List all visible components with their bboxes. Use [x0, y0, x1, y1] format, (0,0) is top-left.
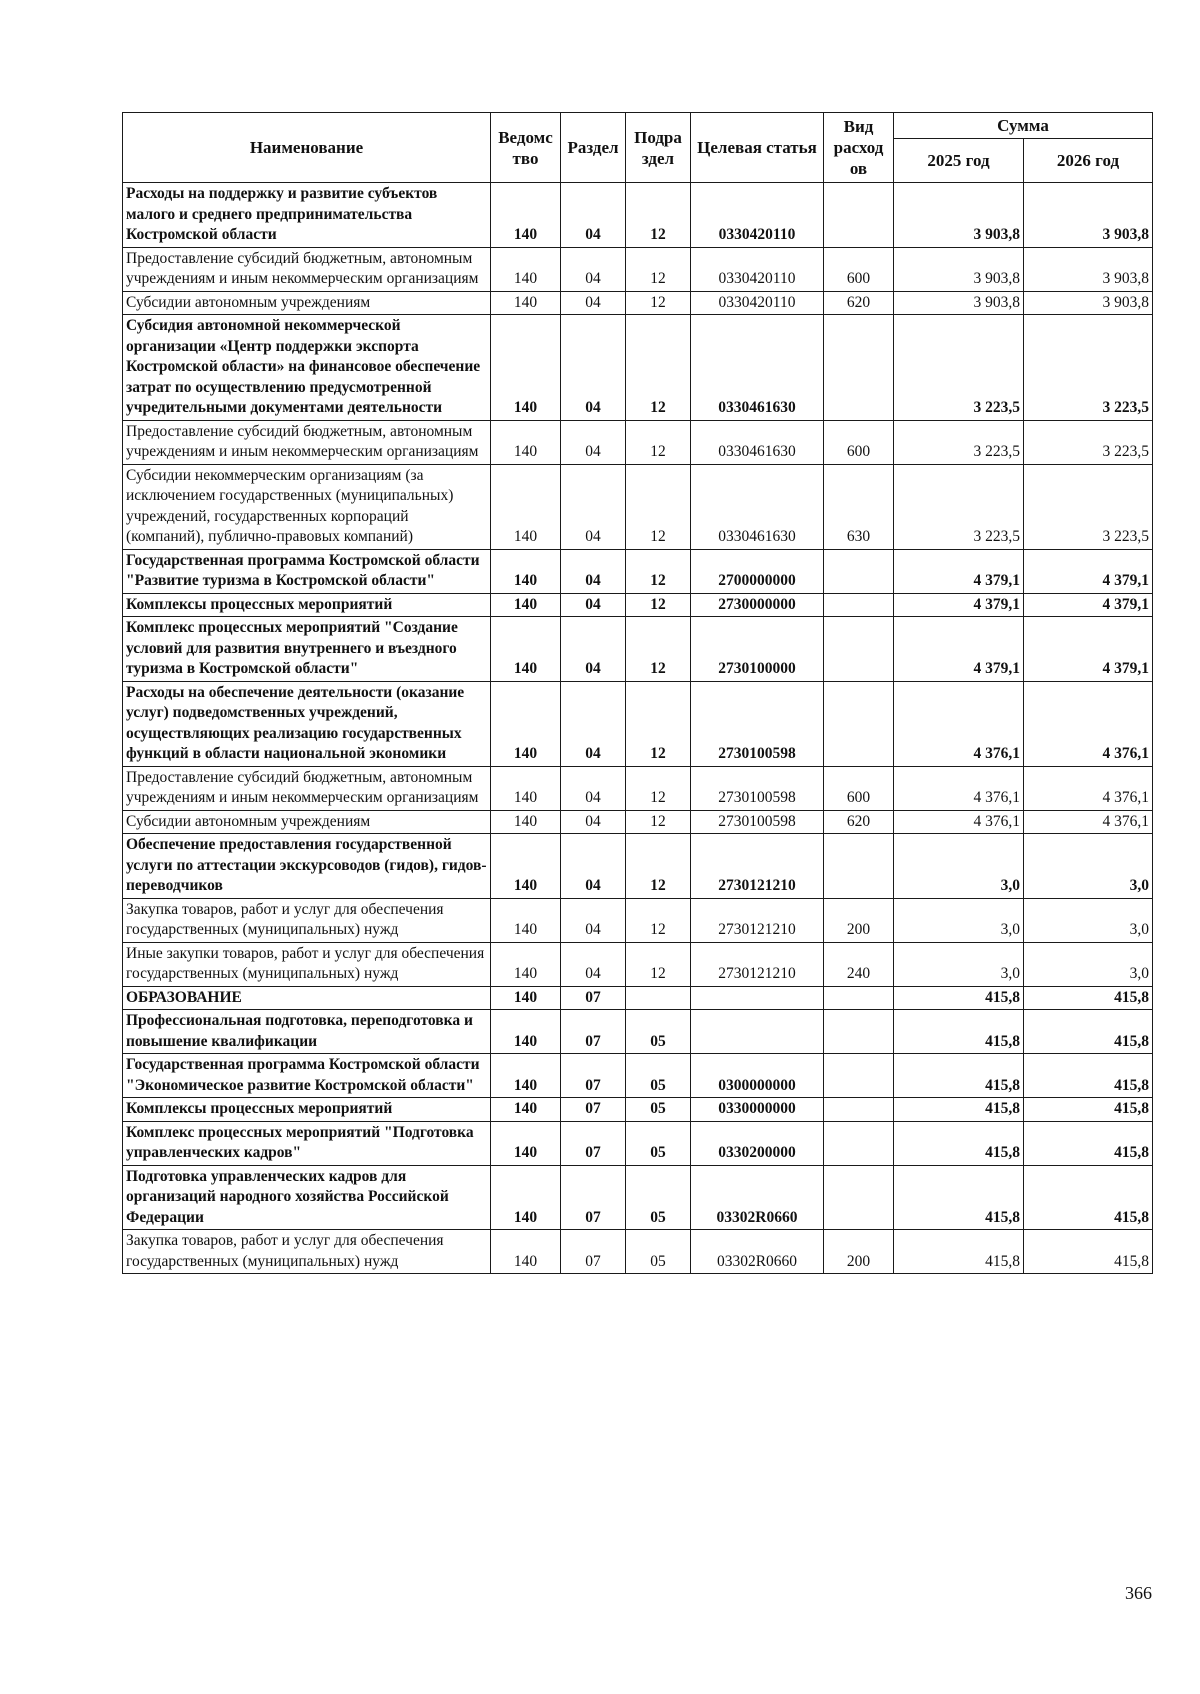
- table-row: [123, 986, 1153, 1010]
- cell-tselevaya-statya: 2730100598: [691, 766, 824, 810]
- cell-razdel: 04: [561, 942, 626, 986]
- cell-vid-raskhodov: 630: [824, 464, 894, 549]
- cell-podrazdel: 12: [626, 291, 691, 315]
- cell-razdel: 04: [561, 681, 626, 766]
- cell-name: Субсидия автономной некоммерческой организации «Центр поддержки экспорта Костромской области» на финансовое обеспечение затрат по осуществлению предусмотренной учредительными документами деятельности: [123, 315, 491, 421]
- cell-podrazdel: 12: [626, 898, 691, 942]
- table-row: [123, 315, 1153, 421]
- cell-tselevaya-statya: 2730121210: [691, 942, 824, 986]
- cell-sum-2025: 3 903,8: [894, 247, 1024, 291]
- cell-razdel: 04: [561, 183, 626, 248]
- cell-tselevaya-statya: 0330000000: [691, 1098, 824, 1122]
- cell-podrazdel: 12: [626, 766, 691, 810]
- cell-tselevaya-statya: 2700000000: [691, 549, 824, 593]
- cell-podrazdel: 12: [626, 681, 691, 766]
- cell-tselevaya-statya: 0300000000: [691, 1054, 824, 1098]
- cell-vedomstvo: 140: [491, 1010, 561, 1054]
- cell-vid-raskhodov: [824, 834, 894, 899]
- cell-podrazdel: 05: [626, 1054, 691, 1098]
- cell-vedomstvo: 140: [491, 1098, 561, 1122]
- cell-sum-2026: 4 376,1: [1024, 681, 1153, 766]
- header-year-2025: 2025 год: [894, 139, 1024, 183]
- cell-tselevaya-statya: 2730100598: [691, 810, 824, 834]
- header-summa: Сумма: [894, 113, 1153, 139]
- cell-name: Субсидии некоммерческим организациям (за исключением государственных (муниципальных) учреждений, государственных корпораций (компаний), публично-правовых компаний): [123, 464, 491, 549]
- cell-vedomstvo: 140: [491, 183, 561, 248]
- cell-tselevaya-statya: 2730000000: [691, 593, 824, 617]
- cell-razdel: 04: [561, 617, 626, 682]
- page-number: 366: [1125, 1583, 1152, 1603]
- cell-sum-2025: 415,8: [894, 1098, 1024, 1122]
- cell-name: ОБРАЗОВАНИЕ: [123, 986, 491, 1010]
- header-vedomstvo: Ведомс тво: [491, 113, 561, 183]
- cell-vedomstvo: 140: [491, 681, 561, 766]
- table-row: [123, 942, 1153, 986]
- cell-sum-2026: 415,8: [1024, 986, 1153, 1010]
- header-podrazdel: Подра здел: [626, 113, 691, 183]
- cell-tselevaya-statya: 0330461630: [691, 464, 824, 549]
- cell-name: Расходы на поддержку и развитие субъектов малого и среднего предпринимательства Костромской области: [123, 183, 491, 248]
- cell-vedomstvo: 140: [491, 766, 561, 810]
- cell-sum-2025: 3 903,8: [894, 183, 1024, 248]
- cell-sum-2025: 4 379,1: [894, 593, 1024, 617]
- cell-razdel: 07: [561, 1010, 626, 1054]
- cell-name: Предоставление субсидий бюджетным, автономным учреждениям и иным некоммерческим организациям: [123, 766, 491, 810]
- cell-sum-2026: 4 379,1: [1024, 549, 1153, 593]
- header-tselevaya-statya: Целевая статья: [691, 113, 824, 183]
- cell-podrazdel: 05: [626, 1165, 691, 1230]
- cell-vedomstvo: 140: [491, 1054, 561, 1098]
- cell-razdel: 04: [561, 464, 626, 549]
- cell-sum-2025: 4 376,1: [894, 766, 1024, 810]
- cell-sum-2026: 415,8: [1024, 1098, 1153, 1122]
- cell-tselevaya-statya: 0330420110: [691, 247, 824, 291]
- cell-name: Расходы на обеспечение деятельности (оказание услуг) подведомственных учреждений, осуществляющих реализацию государственных функций в области национальной экономики: [123, 681, 491, 766]
- cell-vid-raskhodov: [824, 593, 894, 617]
- cell-name: Комплекс процессных мероприятий "Создание условий для развития внутреннего и въездного туризма в Костромской области": [123, 617, 491, 682]
- cell-podrazdel: 05: [626, 1098, 691, 1122]
- document-page: [122, 112, 1152, 1274]
- header-vid-raskhodov: Вид расход ов: [824, 113, 894, 183]
- cell-vedomstvo: 140: [491, 315, 561, 421]
- cell-vid-raskhodov: 620: [824, 291, 894, 315]
- cell-name: Закупка товаров, работ и услуг для обеспечения государственных (муниципальных) нужд: [123, 898, 491, 942]
- cell-name: Субсидии автономным учреждениям: [123, 291, 491, 315]
- cell-name: Иные закупки товаров, работ и услуг для обеспечения государственных (муниципальных) нужд: [123, 942, 491, 986]
- cell-podrazdel: 12: [626, 942, 691, 986]
- cell-podrazdel: 12: [626, 593, 691, 617]
- cell-vedomstvo: 140: [491, 247, 561, 291]
- cell-tselevaya-statya: 0330420110: [691, 183, 824, 248]
- cell-sum-2025: 415,8: [894, 1010, 1024, 1054]
- table-row: [123, 291, 1153, 315]
- table-row: [123, 1230, 1153, 1274]
- cell-sum-2026: 3,0: [1024, 834, 1153, 899]
- cell-razdel: 04: [561, 898, 626, 942]
- cell-razdel: 04: [561, 315, 626, 421]
- cell-vid-raskhodov: [824, 986, 894, 1010]
- cell-sum-2025: 415,8: [894, 986, 1024, 1010]
- cell-vedomstvo: 140: [491, 1230, 561, 1274]
- cell-razdel: 04: [561, 247, 626, 291]
- cell-name: Комплекс процессных мероприятий "Подготовка управленческих кадров": [123, 1121, 491, 1165]
- cell-sum-2026: 415,8: [1024, 1010, 1153, 1054]
- cell-razdel: 07: [561, 1098, 626, 1122]
- cell-razdel: 04: [561, 549, 626, 593]
- cell-podrazdel: 12: [626, 315, 691, 421]
- table-row: [123, 593, 1153, 617]
- table-row: [123, 464, 1153, 549]
- cell-razdel: 04: [561, 593, 626, 617]
- cell-podrazdel: 12: [626, 420, 691, 464]
- cell-tselevaya-statya: 2730100000: [691, 617, 824, 682]
- cell-sum-2026: 4 379,1: [1024, 593, 1153, 617]
- cell-podrazdel: 05: [626, 1121, 691, 1165]
- cell-podrazdel: 05: [626, 1230, 691, 1274]
- table-row: [123, 898, 1153, 942]
- table-row: [123, 1165, 1153, 1230]
- table-row: [123, 549, 1153, 593]
- cell-tselevaya-statya: 0330461630: [691, 420, 824, 464]
- cell-sum-2025: 415,8: [894, 1230, 1024, 1274]
- cell-vedomstvo: 140: [491, 420, 561, 464]
- cell-sum-2026: 4 379,1: [1024, 617, 1153, 682]
- cell-razdel: 04: [561, 291, 626, 315]
- cell-name: Государственная программа Костромской области "Экономическое развитие Костромской области": [123, 1054, 491, 1098]
- cell-vid-raskhodov: [824, 681, 894, 766]
- cell-vedomstvo: 140: [491, 898, 561, 942]
- table-row: [123, 1098, 1153, 1122]
- cell-sum-2026: 415,8: [1024, 1054, 1153, 1098]
- cell-tselevaya-statya: [691, 986, 824, 1010]
- cell-vid-raskhodov: [824, 549, 894, 593]
- table-row: [123, 834, 1153, 899]
- cell-vedomstvo: 140: [491, 986, 561, 1010]
- cell-sum-2026: 3,0: [1024, 898, 1153, 942]
- table-row: [123, 183, 1153, 248]
- cell-vedomstvo: 140: [491, 291, 561, 315]
- cell-vid-raskhodov: [824, 183, 894, 248]
- cell-vedomstvo: 140: [491, 549, 561, 593]
- cell-vedomstvo: 140: [491, 617, 561, 682]
- cell-vid-raskhodov: 600: [824, 766, 894, 810]
- cell-sum-2026: 3 903,8: [1024, 291, 1153, 315]
- cell-sum-2025: 415,8: [894, 1054, 1024, 1098]
- cell-vid-raskhodov: [824, 1165, 894, 1230]
- cell-tselevaya-statya: 2730121210: [691, 898, 824, 942]
- cell-sum-2025: 3 223,5: [894, 315, 1024, 421]
- cell-sum-2025: 415,8: [894, 1121, 1024, 1165]
- table-body: [123, 183, 1153, 1274]
- table-row: [123, 617, 1153, 682]
- cell-name: Комплексы процессных мероприятий: [123, 1098, 491, 1122]
- cell-podrazdel: 12: [626, 464, 691, 549]
- budget-table: [122, 112, 1153, 1274]
- cell-vid-raskhodov: [824, 1054, 894, 1098]
- cell-razdel: 07: [561, 1121, 626, 1165]
- cell-name: Комплексы процессных мероприятий: [123, 593, 491, 617]
- cell-podrazdel: [626, 986, 691, 1010]
- table-row: [123, 420, 1153, 464]
- cell-vid-raskhodov: [824, 1010, 894, 1054]
- cell-vid-raskhodov: 600: [824, 420, 894, 464]
- cell-vid-raskhodov: [824, 1098, 894, 1122]
- cell-podrazdel: 12: [626, 834, 691, 899]
- cell-razdel: 04: [561, 810, 626, 834]
- cell-vedomstvo: 140: [491, 834, 561, 899]
- table-row: [123, 1010, 1153, 1054]
- cell-vedomstvo: 140: [491, 942, 561, 986]
- cell-vid-raskhodov: [824, 1121, 894, 1165]
- cell-podrazdel: 12: [626, 247, 691, 291]
- cell-sum-2026: 3 223,5: [1024, 315, 1153, 421]
- table-header: [123, 113, 1153, 183]
- cell-name: Обеспечение предоставления государственной услуги по аттестации экскурсоводов (гидов), гидов-переводчиков: [123, 834, 491, 899]
- cell-vedomstvo: 140: [491, 593, 561, 617]
- cell-name: Государственная программа Костромской области "Развитие туризма в Костромской области": [123, 549, 491, 593]
- cell-sum-2025: 4 379,1: [894, 617, 1024, 682]
- table-row: [123, 766, 1153, 810]
- cell-name: Подготовка управленческих кадров для организаций народного хозяйства Российской Федерации: [123, 1165, 491, 1230]
- cell-sum-2025: 4 376,1: [894, 681, 1024, 766]
- cell-podrazdel: 12: [626, 617, 691, 682]
- cell-podrazdel: 12: [626, 183, 691, 248]
- cell-podrazdel: 05: [626, 1010, 691, 1054]
- cell-sum-2025: 415,8: [894, 1165, 1024, 1230]
- cell-sum-2026: 415,8: [1024, 1121, 1153, 1165]
- cell-vedomstvo: 140: [491, 1121, 561, 1165]
- cell-vid-raskhodov: [824, 315, 894, 421]
- cell-razdel: 04: [561, 766, 626, 810]
- cell-razdel: 07: [561, 1230, 626, 1274]
- table-row: [123, 247, 1153, 291]
- cell-podrazdel: 12: [626, 549, 691, 593]
- cell-tselevaya-statya: 03302R0660: [691, 1230, 824, 1274]
- cell-sum-2025: 3 223,5: [894, 420, 1024, 464]
- cell-sum-2026: 3 903,8: [1024, 183, 1153, 248]
- cell-name: Закупка товаров, работ и услуг для обеспечения государственных (муниципальных) нужд: [123, 1230, 491, 1274]
- cell-sum-2025: 3,0: [894, 898, 1024, 942]
- cell-tselevaya-statya: [691, 1010, 824, 1054]
- cell-sum-2025: 3 903,8: [894, 291, 1024, 315]
- cell-sum-2026: 3 223,5: [1024, 420, 1153, 464]
- cell-tselevaya-statya: 2730121210: [691, 834, 824, 899]
- cell-name: Профессиональная подготовка, переподготовка и повышение квалификации: [123, 1010, 491, 1054]
- cell-vid-raskhodov: 620: [824, 810, 894, 834]
- cell-vedomstvo: 140: [491, 1165, 561, 1230]
- cell-razdel: 07: [561, 986, 626, 1010]
- cell-razdel: 04: [561, 420, 626, 464]
- cell-sum-2026: 4 376,1: [1024, 810, 1153, 834]
- cell-vedomstvo: 140: [491, 464, 561, 549]
- table-row: [123, 810, 1153, 834]
- cell-vid-raskhodov: [824, 617, 894, 682]
- cell-vedomstvo: 140: [491, 810, 561, 834]
- cell-vid-raskhodov: 600: [824, 247, 894, 291]
- header-year-2026: 2026 год: [1024, 139, 1153, 183]
- cell-tselevaya-statya: 03302R0660: [691, 1165, 824, 1230]
- cell-sum-2026: 415,8: [1024, 1230, 1153, 1274]
- cell-sum-2026: 3,0: [1024, 942, 1153, 986]
- cell-sum-2026: 3 223,5: [1024, 464, 1153, 549]
- cell-sum-2026: 415,8: [1024, 1165, 1153, 1230]
- cell-sum-2025: 3 223,5: [894, 464, 1024, 549]
- cell-name: Предоставление субсидий бюджетным, автономным учреждениям и иным некоммерческим организациям: [123, 420, 491, 464]
- cell-vid-raskhodov: 240: [824, 942, 894, 986]
- cell-tselevaya-statya: 0330420110: [691, 291, 824, 315]
- cell-tselevaya-statya: 2730100598: [691, 681, 824, 766]
- cell-name: Субсидии автономным учреждениям: [123, 810, 491, 834]
- cell-name: Предоставление субсидий бюджетным, автономным учреждениям и иным некоммерческим организациям: [123, 247, 491, 291]
- cell-sum-2026: 4 376,1: [1024, 766, 1153, 810]
- cell-sum-2025: 3,0: [894, 942, 1024, 986]
- cell-razdel: 04: [561, 834, 626, 899]
- table-row: [123, 681, 1153, 766]
- cell-vid-raskhodov: 200: [824, 898, 894, 942]
- cell-vid-raskhodov: 200: [824, 1230, 894, 1274]
- cell-sum-2026: 3 903,8: [1024, 247, 1153, 291]
- table-row: [123, 1121, 1153, 1165]
- header-razdel: Раздел: [561, 113, 626, 183]
- table-row: [123, 1054, 1153, 1098]
- cell-podrazdel: 12: [626, 810, 691, 834]
- cell-sum-2025: 4 379,1: [894, 549, 1024, 593]
- cell-razdel: 07: [561, 1054, 626, 1098]
- cell-sum-2025: 4 376,1: [894, 810, 1024, 834]
- cell-sum-2025: 3,0: [894, 834, 1024, 899]
- cell-tselevaya-statya: 0330461630: [691, 315, 824, 421]
- cell-razdel: 07: [561, 1165, 626, 1230]
- header-name: Наименование: [123, 113, 491, 183]
- cell-tselevaya-statya: 0330200000: [691, 1121, 824, 1165]
